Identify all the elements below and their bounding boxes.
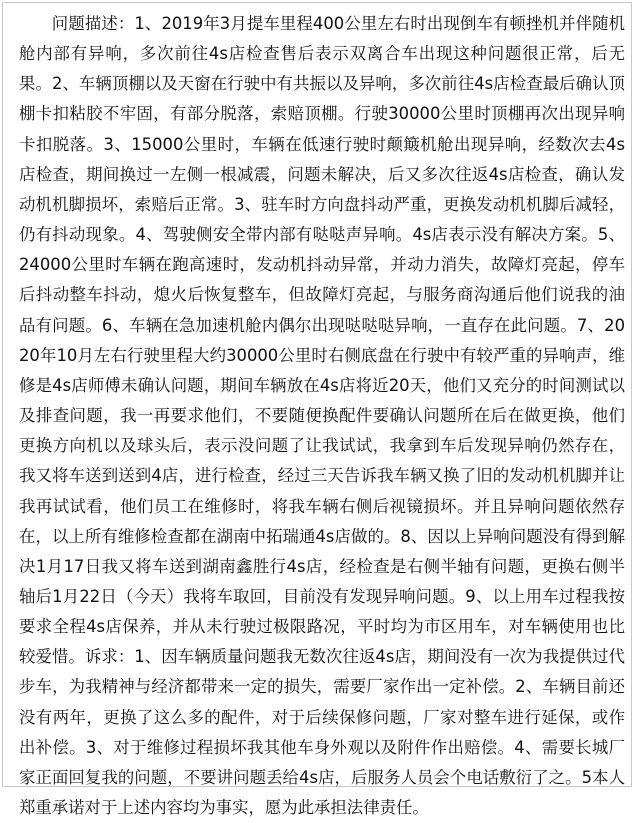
document-page [2, 2, 632, 818]
complaint-body-text: 问题描述：1、2019年3月提车里程400公里左右时出现倒车有顿挫机并伴随机舱内部有异响，多次前往4s店检查售后表示双离合车出现这种问题很正常，后无果。2、车辆顶棚以及天窗在行驶中有共振以及异响，多次前往4s店检查最后确认顶棚卡扣粘胶不牢固，有部分脱落，索赔顶棚。行驶30000公里时顶棚再次出现异响卡扣脱落。3、15000公里时，车辆在低速行驶时颠簸机舱出现异响，经数次去4s店检查，期间换过一左侧一根减震，问题未解决，后又多次往返4s店检查，确认发动机机脚损坏，索赔后正常。3、驻车时方向盘抖动严重，更换发动机机脚后减轻，仍有抖动现象。4、驾驶侧安全带内部有哒哒声异响。4s店表示没有解决方案。5、24000公里时车辆在跑高速时，发动机抖动异常，并动力消失，故障灯亮起，停车后抖动整车抖动，熄火后恢复整车，但故障灯亮起，与服务商沟通后他们说我的油品有问题。6、车辆在急加速机舱内偶尔出现哒哒哒异响，一直存在此问题。7、2020年10月左右行驶里程大约30000公里时右侧底盘在行驶中有较严重的异响声，维修是4s店师傅未确认问题，期间车辆放在4s店将近20天，他们又充分的时间测试以及排查问题，我一再要求他们，不要随便换配件要确认问题所在后在做更换，他们更换方向机以及球头后，表示没问题了让我试试，我拿到车后发现异响仍然存在，我又将车送到送到4店，进行检查，经过三天告诉我车辆又换了旧的发动机机脚并让我再试试看，他们员工在维修时，将我车辆右侧后视镜损坏。并且异响问题依然存在，以上所有维修检查都在湖南中拓瑞通4s店做的。8、因以上异响问题没有得到解决1月17日我又将车送到湖南鑫胜行4s店，经检查是右侧半轴有问题，更换右侧半轴后1月22日（今天）我将车取回，目前没有发现异响问题。9、以上用车过程我按要求全程4s店保养，并从未行驶过极限路况，平时均为市区用车，对车辆使用也比较爱惜。诉求：1、因车辆质量问题我无数次往返4s店，期间没有一次为我提供过代步车，为我精神与经济都带来一定的损失，需要厂家作出一定补偿。2、车辆目前还没有两年，更换了这么多的配件，对于后续保修问题，厂家对整车进行延保，或作出补偿。3、对于维修过程损坏我其他车身外观以及附件作出赔偿。4、需要长城厂家正面回复我的问题，不要讲问题丢给4s店，后服务人员会个电话敷衍了之。5本人郑重承诺对于上述内容均为事实，愿为此承担法律责任。 [19, 14, 625, 818]
